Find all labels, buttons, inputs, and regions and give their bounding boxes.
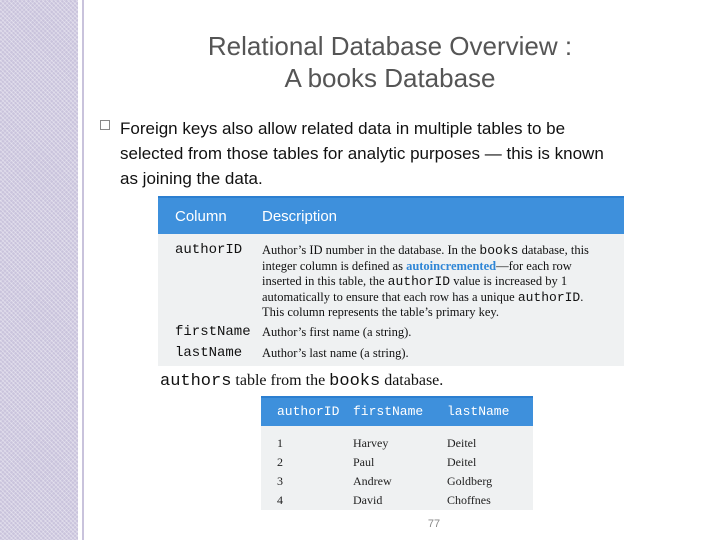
slide-title-line1: Relational Database Overview :	[207, 31, 573, 61]
desc-line-1	[262, 243, 622, 259]
caption-code: books	[329, 372, 381, 391]
decorative-side-line	[82, 0, 84, 540]
column-description: Author’s last name (a string).	[262, 346, 409, 360]
cell-author-id: 3	[277, 474, 283, 488]
desc-line-2	[262, 259, 622, 275]
bullet-line-2: selected from those tables for analytic purposes — this is known	[120, 144, 604, 163]
caption-text: database.	[380, 372, 444, 389]
cell-author-id: 2	[277, 455, 283, 469]
slide-title	[110, 30, 670, 94]
desc-line-3	[262, 274, 622, 290]
bullet-line-3: as joining the data.	[120, 169, 263, 188]
cell-first-name: Harvey	[353, 436, 389, 450]
desc-line-4	[262, 290, 622, 306]
column-name: authorID	[175, 242, 243, 258]
cell-last-name: Choffnes	[447, 493, 491, 507]
table-row	[261, 434, 533, 453]
column-description	[262, 243, 622, 321]
desc-text: integer column is defined as	[262, 258, 407, 273]
desc-text: Author’s ID number in the database. In the	[262, 243, 480, 257]
cell-author-id: 4	[277, 493, 283, 507]
table-row	[261, 491, 533, 510]
authors-table-header	[261, 398, 533, 426]
column-description-table	[158, 196, 624, 366]
desc-term: autoincremented	[406, 258, 497, 273]
cell-first-name: David	[353, 493, 383, 507]
desc-text: inserted in this table, the	[262, 274, 388, 289]
table-row	[261, 453, 533, 472]
column-description: Author’s first name (a string).	[262, 325, 412, 339]
bullet-line-1: Foreign keys also allow related data in multiple tables to be	[120, 119, 566, 138]
cell-author-id: 1	[277, 436, 283, 450]
bullet-box-icon	[100, 120, 110, 130]
authors-table	[261, 396, 533, 510]
desc-text: database, this	[518, 243, 589, 257]
cell-last-name: Goldberg	[447, 474, 493, 488]
cell-first-name: Andrew	[353, 474, 392, 488]
caption-code: authors	[160, 372, 232, 391]
desc-code: authorID	[387, 274, 451, 290]
table-row	[261, 472, 533, 491]
header-last-name: lastName	[447, 404, 510, 419]
page-number: 77	[427, 518, 441, 530]
desc-text: automatically to ensure that each row has a unique	[262, 289, 518, 304]
table-caption	[160, 372, 443, 391]
cell-last-name: Deitel	[447, 436, 477, 450]
header-author-id: authorID	[277, 404, 340, 419]
cell-first-name: Paul	[353, 455, 375, 469]
column-name: firstName	[175, 324, 251, 340]
desc-text: —for each row	[496, 258, 572, 273]
desc-line-5: This column represents the table’s primary key.	[262, 305, 499, 320]
header-description: Description	[262, 208, 338, 225]
description-table-header	[158, 198, 624, 234]
bullet-paragraph	[120, 116, 700, 191]
header-first-name: firstName	[353, 404, 424, 419]
slide-title-line2: A books Database	[284, 63, 496, 93]
caption-text: table from the	[231, 372, 330, 389]
desc-code: authorID	[517, 289, 581, 305]
decorative-side-band	[0, 0, 78, 540]
cell-last-name: Deitel	[447, 455, 477, 469]
desc-code: books	[479, 243, 519, 258]
desc-text: .	[580, 289, 584, 304]
desc-text: value is increased by 1	[450, 274, 568, 289]
header-column: Column	[175, 208, 227, 225]
column-name: lastName	[175, 345, 243, 361]
